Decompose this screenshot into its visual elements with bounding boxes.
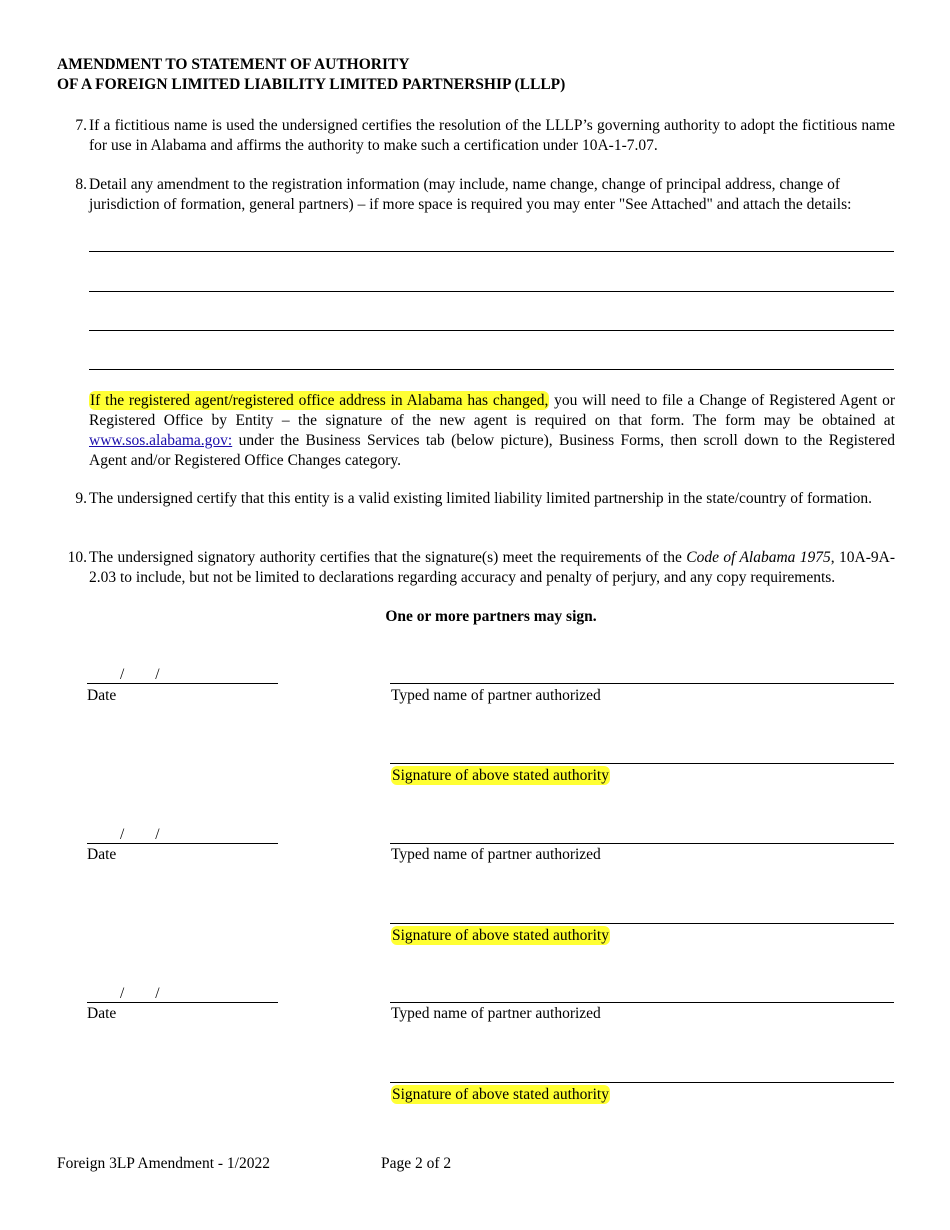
signature-label-2: Signature of above stated authority bbox=[392, 927, 609, 944]
signature-line-2[interactable] bbox=[390, 923, 894, 924]
signature-line-1[interactable] bbox=[390, 763, 894, 764]
date-slashes-3: / / bbox=[120, 985, 160, 1002]
typed-name-line-1[interactable] bbox=[390, 683, 894, 684]
amendment-line-3[interactable] bbox=[89, 330, 894, 331]
typed-name-label-1: Typed name of partner authorized bbox=[391, 687, 601, 704]
date-slashes-2: / / bbox=[120, 826, 160, 843]
item-7 bbox=[57, 116, 895, 156]
notice-text-1: you will need to file a Change of Registered Agent or Registered Office by Entity – the signature of the new agent is required on that form. The form may be obtained at bbox=[89, 392, 895, 429]
sos-website-link[interactable]: www.sos.alabama.gov: bbox=[89, 432, 233, 449]
partners-note: One or more partners may sign. bbox=[385, 608, 597, 625]
code-of-alabama: Code of Alabama 1975 bbox=[686, 549, 831, 566]
item-8-number: 8. bbox=[75, 176, 87, 193]
signature-label-3: Signature of above stated authority bbox=[392, 1086, 609, 1103]
item-8-text: Detail any amendment to the registration information (may include, name change, change of principal address, change of jurisdiction of formation, general partners) – if more space is required you may enter "See Attached" and attach the details: bbox=[89, 176, 852, 213]
date-label-2: Date bbox=[87, 846, 117, 863]
registered-agent-notice bbox=[89, 391, 895, 471]
item-10-text-2: , 10A-9A-2.03 to include, but not be limited to declarations regarding accuracy and penalty of perjury, and any copy requirements. bbox=[89, 549, 895, 586]
date-line-1[interactable] bbox=[87, 683, 278, 684]
typed-name-label-3: Typed name of partner authorized bbox=[391, 1005, 601, 1022]
item-7-number: 7. bbox=[75, 117, 87, 134]
document-title bbox=[57, 55, 565, 95]
amendment-line-2[interactable] bbox=[89, 291, 894, 292]
item-10 bbox=[57, 548, 895, 588]
amendment-line-4[interactable] bbox=[89, 369, 894, 370]
title-line-2: OF A FOREIGN LIMITED LIABILITY LIMITED PARTNERSHIP (LLLP) bbox=[57, 76, 566, 93]
date-label-1: Date bbox=[87, 687, 117, 704]
item-9 bbox=[57, 489, 895, 509]
footer-form-id: Foreign 3LP Amendment - 1/2022 bbox=[57, 1155, 270, 1172]
item-9-text: The undersigned certify that this entity is a valid existing limited liability limited partnership in the state/country of formation. bbox=[89, 490, 873, 507]
footer-page-number: Page 2 of 2 bbox=[381, 1155, 452, 1172]
item-10-text-1: The undersigned signatory authority certifies that the signature(s) meet the requirements of the bbox=[89, 549, 687, 566]
date-label-3: Date bbox=[87, 1005, 117, 1022]
notice-text-2: under the Business Services tab (below picture), Business Forms, then scroll down to the Registered Agent and/or Registered Office Changes category. bbox=[89, 432, 895, 469]
date-line-2[interactable] bbox=[87, 843, 278, 844]
title-line-1: AMENDMENT TO STATEMENT OF AUTHORITY bbox=[57, 56, 410, 73]
item-9-number: 9. bbox=[75, 490, 87, 507]
typed-name-label-2: Typed name of partner authorized bbox=[391, 846, 601, 863]
date-slashes-1: / / bbox=[120, 666, 160, 683]
signature-line-3[interactable] bbox=[390, 1082, 894, 1083]
date-line-3[interactable] bbox=[87, 1002, 278, 1003]
typed-name-line-3[interactable] bbox=[390, 1002, 894, 1003]
item-10-text bbox=[89, 548, 895, 588]
signature-label-1: Signature of above stated authority bbox=[392, 767, 609, 784]
item-10-number: 10. bbox=[67, 549, 87, 566]
notice-highlight: If the registered agent/registered office address in Alabama has changed, bbox=[90, 392, 549, 409]
item-8 bbox=[57, 175, 895, 215]
item-7-text: If a fictitious name is used the undersigned certifies the resolution of the LLLP’s governing authority to adopt the fictitious name for use in Alabama and affirms the authority to make such a certification under 10A-1-7.07. bbox=[89, 117, 895, 154]
typed-name-line-2[interactable] bbox=[390, 843, 894, 844]
amendment-line-1[interactable] bbox=[89, 251, 894, 252]
